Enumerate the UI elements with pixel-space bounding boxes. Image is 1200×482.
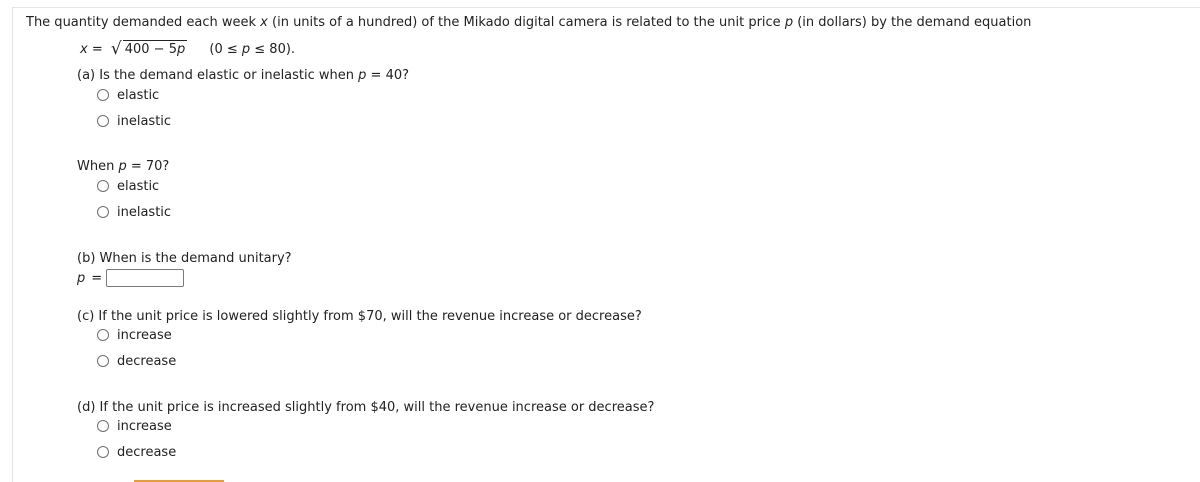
problem-statement: The quantity demanded each week x (in units of a hundred) of the Mikado digital camera is related to the unit price p (in dollars) by the demand equation: [26, 15, 1032, 30]
radicand: 400 − 5p: [124, 42, 186, 57]
part-a-option-inelastic[interactable]: inelastic: [97, 112, 171, 130]
part-a-followup-option-elastic[interactable]: elastic: [97, 177, 159, 195]
part-a-option-elastic[interactable]: elastic: [97, 86, 159, 104]
square-root: [111, 40, 187, 59]
part-d-option-increase[interactable]: increase: [97, 417, 172, 435]
radio-button[interactable]: [97, 446, 109, 458]
radio-button[interactable]: [97, 355, 109, 367]
part-a-followup-question: When p = 70?: [77, 159, 170, 174]
domain-interval: (0 ≤ p ≤ 80).: [209, 42, 296, 57]
part-d-question: (d) If the unit price is increased slightly from $40, will the revenue increase or decrease?: [77, 400, 655, 415]
part-b-answer-row: p =: [77, 268, 184, 288]
panel-top-border: [12, 7, 1200, 8]
part-d-option-decrease[interactable]: decrease: [97, 443, 176, 461]
radio-button[interactable]: [97, 89, 109, 101]
radio-button[interactable]: [97, 115, 109, 127]
radio-button[interactable]: [97, 206, 109, 218]
radio-button[interactable]: [97, 420, 109, 432]
part-c-option-decrease[interactable]: decrease: [97, 352, 176, 370]
radical-sign: √: [110, 39, 122, 59]
demand-equation: x = √ 400 − 5p (0 ≤ p ≤ 80).: [80, 39, 296, 59]
radio-button[interactable]: [97, 180, 109, 192]
part-a-question: (a) Is the demand elastic or inelastic when p = 40?: [77, 68, 410, 83]
radio-button[interactable]: [97, 329, 109, 341]
part-b-question: (b) When is the demand unitary?: [77, 251, 292, 266]
part-a-followup-option-inelastic[interactable]: inelastic: [97, 203, 171, 221]
part-b-answer-input[interactable]: [106, 269, 184, 287]
panel-left-border: [12, 7, 13, 482]
part-c-option-increase[interactable]: increase: [97, 326, 172, 344]
part-c-question: (c) If the unit price is lowered slightly from $70, will the revenue increase or decrease?: [77, 309, 642, 324]
